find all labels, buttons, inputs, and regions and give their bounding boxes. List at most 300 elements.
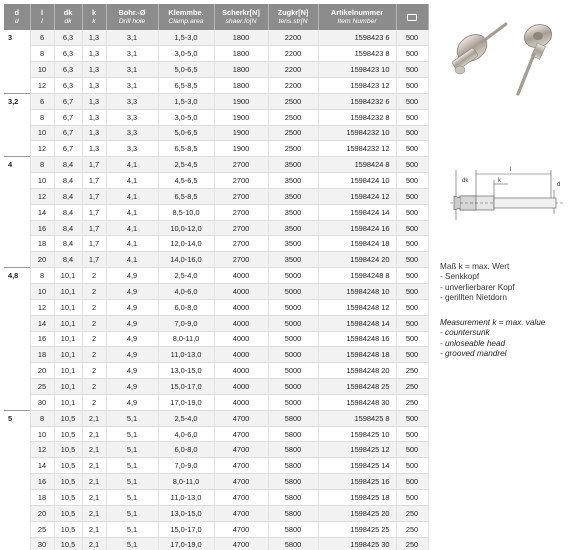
table-row bbox=[4, 331, 428, 347]
table-row bbox=[4, 474, 428, 490]
cell-tensile-strength: 3500 bbox=[268, 236, 318, 252]
cell-k: 1,7 bbox=[82, 252, 106, 268]
rivet-photo bbox=[440, 14, 570, 100]
cell-clamp-area: 5,0-6,5 bbox=[158, 62, 214, 78]
cell-drill-hole: 4,9 bbox=[106, 394, 158, 410]
cell-d bbox=[4, 125, 30, 141]
cell-l: 14 bbox=[30, 458, 54, 474]
cell-d bbox=[4, 458, 30, 474]
note-de-line: - Senkkopf bbox=[440, 272, 480, 282]
cell-d bbox=[4, 442, 30, 458]
cell-shear-force: 4700 bbox=[214, 537, 268, 550]
col-header-shear-force: Scherkr[N] shaer.fo[N bbox=[214, 4, 268, 30]
cell-drill-hole: 5,1 bbox=[106, 458, 158, 474]
table-row bbox=[4, 284, 428, 300]
cell-dk: 10,5 bbox=[54, 505, 82, 521]
cell-shear-force: 4000 bbox=[214, 268, 268, 284]
cell-dk: 10,1 bbox=[54, 284, 82, 300]
cell-l: 12 bbox=[30, 141, 54, 157]
cell-clamp-area: 6,0-8,0 bbox=[158, 442, 214, 458]
cell-drill-hole: 5,1 bbox=[106, 489, 158, 505]
cell-k: 1,3 bbox=[82, 93, 106, 109]
cell-tensile-strength: 5000 bbox=[268, 284, 318, 300]
cell-pack-qty: 500 bbox=[396, 125, 428, 141]
cell-drill-hole: 3,3 bbox=[106, 93, 158, 109]
cell-clamp-area: 13,0-15,0 bbox=[158, 505, 214, 521]
table-row bbox=[4, 363, 428, 379]
rivet-dimension-diagram bbox=[446, 160, 568, 230]
cell-clamp-area: 7,0-9,0 bbox=[158, 458, 214, 474]
note-de-line: - unverlierbarer Kopf bbox=[440, 282, 515, 292]
cell-d bbox=[4, 315, 30, 331]
cell-d bbox=[4, 426, 30, 442]
cell-item-number: 1598425 30 bbox=[318, 537, 396, 550]
cell-tensile-strength: 3500 bbox=[268, 173, 318, 189]
cell-k: 1,3 bbox=[82, 30, 106, 46]
cell-k: 2 bbox=[82, 315, 106, 331]
cell-tensile-strength: 3500 bbox=[268, 188, 318, 204]
cell-clamp-area: 3,0-5,0 bbox=[158, 46, 214, 62]
cell-item-number: 15984248 30 bbox=[318, 394, 396, 410]
cell-drill-hole: 4,9 bbox=[106, 331, 158, 347]
cell-d: 4 bbox=[4, 157, 30, 173]
table-row bbox=[4, 521, 428, 537]
cell-pack-qty: 500 bbox=[396, 442, 428, 458]
cell-tensile-strength: 5800 bbox=[268, 474, 318, 490]
cell-shear-force: 1800 bbox=[214, 62, 268, 78]
cell-shear-force: 2700 bbox=[214, 157, 268, 173]
cell-shear-force: 4000 bbox=[214, 394, 268, 410]
cell-k: 2,1 bbox=[82, 537, 106, 550]
cell-l: 16 bbox=[30, 474, 54, 490]
cell-pack-qty: 500 bbox=[396, 474, 428, 490]
col-header-pack-qty bbox=[396, 4, 428, 30]
cell-l: 18 bbox=[30, 236, 54, 252]
table-row bbox=[4, 410, 428, 426]
cell-l: 12 bbox=[30, 188, 54, 204]
cell-clamp-area: 12,0-14,0 bbox=[158, 236, 214, 252]
table-row bbox=[4, 78, 428, 94]
cell-drill-hole: 5,1 bbox=[106, 474, 158, 490]
table-row bbox=[4, 93, 428, 109]
cell-dk: 8,4 bbox=[54, 252, 82, 268]
cell-pack-qty: 250 bbox=[396, 379, 428, 395]
cell-l: 20 bbox=[30, 363, 54, 379]
cell-clamp-area: 5,0-6,5 bbox=[158, 125, 214, 141]
table-body bbox=[4, 30, 428, 550]
cell-item-number: 1598423 8 bbox=[318, 46, 396, 62]
cell-dk: 6,7 bbox=[54, 109, 82, 125]
cell-clamp-area: 6,5-8,5 bbox=[158, 188, 214, 204]
cell-d bbox=[4, 299, 30, 315]
cell-d bbox=[4, 220, 30, 236]
table-row bbox=[4, 379, 428, 395]
cell-d bbox=[4, 62, 30, 78]
cell-l: 10 bbox=[30, 62, 54, 78]
cell-pack-qty: 250 bbox=[396, 394, 428, 410]
col-header-k: k k bbox=[82, 4, 106, 30]
cell-clamp-area: 15,0-17,0 bbox=[158, 521, 214, 537]
cell-k: 2,1 bbox=[82, 521, 106, 537]
cell-item-number: 1598423 12 bbox=[318, 78, 396, 94]
cell-pack-qty: 500 bbox=[396, 46, 428, 62]
cell-l: 12 bbox=[30, 299, 54, 315]
cell-pack-qty: 500 bbox=[396, 284, 428, 300]
cell-k: 1,7 bbox=[82, 236, 106, 252]
cell-drill-hole: 4,9 bbox=[106, 363, 158, 379]
cell-d bbox=[4, 363, 30, 379]
cell-drill-hole: 4,1 bbox=[106, 204, 158, 220]
cell-item-number: 15984248 25 bbox=[318, 379, 396, 395]
cell-drill-hole: 4,1 bbox=[106, 236, 158, 252]
note-de-line: Maß k = max. Wert bbox=[440, 262, 510, 271]
cell-d bbox=[4, 188, 30, 204]
cell-pack-qty: 500 bbox=[396, 458, 428, 474]
cell-tensile-strength: 5800 bbox=[268, 426, 318, 442]
cell-item-number: 1598425 10 bbox=[318, 426, 396, 442]
cell-clamp-area: 6,5-8,5 bbox=[158, 78, 214, 94]
cell-pack-qty: 500 bbox=[396, 173, 428, 189]
cell-clamp-area: 13,0-15,0 bbox=[158, 363, 214, 379]
cell-tensile-strength: 3500 bbox=[268, 204, 318, 220]
note-en-line: - grooved mandrel bbox=[440, 349, 507, 359]
cell-item-number: 1598425 8 bbox=[318, 410, 396, 426]
cell-dk: 6,7 bbox=[54, 141, 82, 157]
cell-l: 14 bbox=[30, 315, 54, 331]
cell-pack-qty: 250 bbox=[396, 521, 428, 537]
cell-clamp-area: 17,0-19,0 bbox=[158, 394, 214, 410]
cell-dk: 8,4 bbox=[54, 173, 82, 189]
note-en-line: Measurement k = max. value bbox=[440, 318, 546, 327]
cell-item-number: 1598425 18 bbox=[318, 489, 396, 505]
product-table-container bbox=[4, 4, 428, 550]
cell-shear-force: 1800 bbox=[214, 78, 268, 94]
cell-item-number: 15984248 10 bbox=[318, 284, 396, 300]
label-dk: dk bbox=[462, 178, 469, 184]
cell-item-number: 1598425 25 bbox=[318, 521, 396, 537]
cell-tensile-strength: 5000 bbox=[268, 347, 318, 363]
table-row bbox=[4, 30, 428, 46]
cell-shear-force: 4700 bbox=[214, 474, 268, 490]
cell-pack-qty: 500 bbox=[396, 315, 428, 331]
cell-d bbox=[4, 236, 30, 252]
cell-k: 1,3 bbox=[82, 141, 106, 157]
cell-shear-force: 4000 bbox=[214, 331, 268, 347]
cell-tensile-strength: 2200 bbox=[268, 30, 318, 46]
cell-drill-hole: 3,3 bbox=[106, 141, 158, 157]
cell-tensile-strength: 5800 bbox=[268, 410, 318, 426]
cell-drill-hole: 5,1 bbox=[106, 505, 158, 521]
cell-tensile-strength: 5000 bbox=[268, 394, 318, 410]
cell-k: 2 bbox=[82, 299, 106, 315]
cell-drill-hole: 3,1 bbox=[106, 78, 158, 94]
cell-k: 2 bbox=[82, 394, 106, 410]
cell-tensile-strength: 2500 bbox=[268, 141, 318, 157]
cell-l: 8 bbox=[30, 410, 54, 426]
cell-l: 6 bbox=[30, 93, 54, 109]
cell-pack-qty: 500 bbox=[396, 426, 428, 442]
cell-clamp-area: 11,0-13,0 bbox=[158, 347, 214, 363]
cell-drill-hole: 4,1 bbox=[106, 173, 158, 189]
cell-tensile-strength: 2200 bbox=[268, 62, 318, 78]
table-row bbox=[4, 252, 428, 268]
cell-d bbox=[4, 537, 30, 550]
cell-pack-qty: 500 bbox=[396, 78, 428, 94]
table-row bbox=[4, 109, 428, 125]
cell-dk: 10,5 bbox=[54, 474, 82, 490]
cell-d bbox=[4, 173, 30, 189]
cell-pack-qty: 500 bbox=[396, 93, 428, 109]
note-de-line: - gerillten Nietdorn bbox=[440, 293, 507, 303]
cell-tensile-strength: 2200 bbox=[268, 46, 318, 62]
cell-shear-force: 1900 bbox=[214, 141, 268, 157]
table-row bbox=[4, 426, 428, 442]
cell-clamp-area: 2,5-4,0 bbox=[158, 410, 214, 426]
cell-drill-hole: 3,3 bbox=[106, 125, 158, 141]
cell-drill-hole: 4,1 bbox=[106, 188, 158, 204]
cell-pack-qty: 500 bbox=[396, 410, 428, 426]
table-row bbox=[4, 236, 428, 252]
cell-shear-force: 4000 bbox=[214, 299, 268, 315]
table-row bbox=[4, 458, 428, 474]
cell-d bbox=[4, 489, 30, 505]
cell-l: 8 bbox=[30, 268, 54, 284]
cell-tensile-strength: 5000 bbox=[268, 268, 318, 284]
col-header-item-number: Artikelnummer Item Number bbox=[318, 4, 396, 30]
cell-k: 1,7 bbox=[82, 173, 106, 189]
cell-dk: 10,5 bbox=[54, 537, 82, 550]
cell-shear-force: 2700 bbox=[214, 173, 268, 189]
cell-k: 1,7 bbox=[82, 157, 106, 173]
table-row bbox=[4, 442, 428, 458]
cell-l: 8 bbox=[30, 157, 54, 173]
cell-dk: 8,4 bbox=[54, 204, 82, 220]
cell-d bbox=[4, 204, 30, 220]
cell-k: 1,3 bbox=[82, 62, 106, 78]
cell-dk: 6,3 bbox=[54, 62, 82, 78]
cell-d bbox=[4, 331, 30, 347]
cell-drill-hole: 4,9 bbox=[106, 347, 158, 363]
cell-tensile-strength: 5800 bbox=[268, 489, 318, 505]
cell-k: 2 bbox=[82, 347, 106, 363]
cell-k: 2,1 bbox=[82, 474, 106, 490]
cell-clamp-area: 2,5-4,5 bbox=[158, 157, 214, 173]
cell-drill-hole: 4,9 bbox=[106, 379, 158, 395]
cell-drill-hole: 5,1 bbox=[106, 521, 158, 537]
cell-shear-force: 4700 bbox=[214, 489, 268, 505]
table-header bbox=[4, 4, 428, 30]
cell-l: 8 bbox=[30, 46, 54, 62]
cell-d bbox=[4, 109, 30, 125]
cell-d bbox=[4, 46, 30, 62]
cell-shear-force: 1800 bbox=[214, 46, 268, 62]
cell-item-number: 15984232 12 bbox=[318, 141, 396, 157]
cell-k: 2 bbox=[82, 363, 106, 379]
cell-shear-force: 4000 bbox=[214, 379, 268, 395]
cell-l: 12 bbox=[30, 442, 54, 458]
cell-drill-hole: 4,1 bbox=[106, 220, 158, 236]
cell-k: 1,3 bbox=[82, 109, 106, 125]
cell-clamp-area: 15,0-17,0 bbox=[158, 379, 214, 395]
cell-tensile-strength: 5800 bbox=[268, 458, 318, 474]
cell-shear-force: 2700 bbox=[214, 236, 268, 252]
cell-pack-qty: 500 bbox=[396, 299, 428, 315]
cell-shear-force: 1900 bbox=[214, 93, 268, 109]
cell-pack-qty: 500 bbox=[396, 268, 428, 284]
cell-l: 10 bbox=[30, 173, 54, 189]
col-header-clamp-area: Klemmbe. Clamp.area bbox=[158, 4, 214, 30]
cell-shear-force: 4000 bbox=[214, 347, 268, 363]
cell-l: 18 bbox=[30, 489, 54, 505]
table-row bbox=[4, 505, 428, 521]
cell-dk: 10,1 bbox=[54, 268, 82, 284]
cell-dk: 6,7 bbox=[54, 93, 82, 109]
table-row bbox=[4, 173, 428, 189]
table-row bbox=[4, 46, 428, 62]
cell-item-number: 1598425 16 bbox=[318, 474, 396, 490]
cell-l: 20 bbox=[30, 252, 54, 268]
cell-d bbox=[4, 505, 30, 521]
cell-drill-hole: 4,9 bbox=[106, 315, 158, 331]
cell-tensile-strength: 2500 bbox=[268, 109, 318, 125]
cell-drill-hole: 4,9 bbox=[106, 268, 158, 284]
cell-shear-force: 4700 bbox=[214, 410, 268, 426]
cell-tensile-strength: 5800 bbox=[268, 521, 318, 537]
table-row bbox=[4, 268, 428, 284]
cell-drill-hole: 3,3 bbox=[106, 109, 158, 125]
cell-clamp-area: 1,5-3,0 bbox=[158, 30, 214, 46]
cell-l: 18 bbox=[30, 347, 54, 363]
rivet-right-image bbox=[518, 21, 555, 94]
cell-d bbox=[4, 141, 30, 157]
cell-k: 2,1 bbox=[82, 426, 106, 442]
cell-tensile-strength: 2500 bbox=[268, 93, 318, 109]
cell-clamp-area: 6,0-8,0 bbox=[158, 299, 214, 315]
cell-shear-force: 1900 bbox=[214, 125, 268, 141]
cell-item-number: 1598424 16 bbox=[318, 220, 396, 236]
cell-item-number: 15984248 18 bbox=[318, 347, 396, 363]
cell-drill-hole: 4,9 bbox=[106, 284, 158, 300]
cell-d bbox=[4, 394, 30, 410]
cell-l: 6 bbox=[30, 30, 54, 46]
note-en-line: - countersunk bbox=[440, 328, 490, 338]
cell-item-number: 15984232 6 bbox=[318, 93, 396, 109]
cell-k: 2 bbox=[82, 268, 106, 284]
table-row bbox=[4, 537, 428, 550]
cell-k: 2 bbox=[82, 379, 106, 395]
cell-d: 3 bbox=[4, 30, 30, 46]
cell-clamp-area: 11,0-13,0 bbox=[158, 489, 214, 505]
cell-item-number: 15984248 12 bbox=[318, 299, 396, 315]
cell-dk: 8,4 bbox=[54, 188, 82, 204]
cell-k: 1,7 bbox=[82, 204, 106, 220]
cell-shear-force: 2700 bbox=[214, 188, 268, 204]
cell-shear-force: 2700 bbox=[214, 252, 268, 268]
cell-drill-hole: 3,1 bbox=[106, 46, 158, 62]
cell-pack-qty: 500 bbox=[396, 141, 428, 157]
col-header-drill-hole: Bohr.-Ø Drill hole bbox=[106, 4, 158, 30]
cell-pack-qty: 500 bbox=[396, 489, 428, 505]
cell-k: 1,7 bbox=[82, 188, 106, 204]
cell-dk: 6,3 bbox=[54, 78, 82, 94]
label-d: d bbox=[557, 182, 561, 188]
cell-k: 1,3 bbox=[82, 78, 106, 94]
cell-item-number: 15984232 8 bbox=[318, 109, 396, 125]
cell-dk: 10,5 bbox=[54, 458, 82, 474]
cell-l: 12 bbox=[30, 78, 54, 94]
cell-shear-force: 1800 bbox=[214, 30, 268, 46]
cell-drill-hole: 5,1 bbox=[106, 442, 158, 458]
cell-d bbox=[4, 474, 30, 490]
cell-tensile-strength: 5800 bbox=[268, 442, 318, 458]
cell-drill-hole: 3,1 bbox=[106, 62, 158, 78]
cell-tensile-strength: 5000 bbox=[268, 363, 318, 379]
cell-clamp-area: 4,5-6,5 bbox=[158, 173, 214, 189]
cell-item-number: 1598425 14 bbox=[318, 458, 396, 474]
table-row bbox=[4, 315, 428, 331]
cell-clamp-area: 1,5-3,0 bbox=[158, 93, 214, 109]
package-icon bbox=[407, 14, 417, 21]
cell-tensile-strength: 3500 bbox=[268, 220, 318, 236]
cell-pack-qty: 500 bbox=[396, 347, 428, 363]
cell-k: 2,1 bbox=[82, 489, 106, 505]
table-row bbox=[4, 141, 428, 157]
notes-english bbox=[440, 318, 545, 360]
table-row bbox=[4, 489, 428, 505]
label-l: l bbox=[510, 167, 512, 173]
cell-l: 25 bbox=[30, 521, 54, 537]
cell-clamp-area: 8,5-10,0 bbox=[158, 204, 214, 220]
cell-dk: 10,1 bbox=[54, 379, 82, 395]
cell-d bbox=[4, 284, 30, 300]
cell-pack-qty: 500 bbox=[396, 220, 428, 236]
cell-k: 2,1 bbox=[82, 458, 106, 474]
rivet-spec-table bbox=[4, 4, 429, 550]
table-row bbox=[4, 204, 428, 220]
cell-tensile-strength: 3500 bbox=[268, 157, 318, 173]
cell-item-number: 1598424 12 bbox=[318, 188, 396, 204]
cell-drill-hole: 3,1 bbox=[106, 30, 158, 46]
cell-l: 16 bbox=[30, 220, 54, 236]
cell-tensile-strength: 5000 bbox=[268, 299, 318, 315]
note-en-line: - unloseable head bbox=[440, 338, 506, 348]
cell-d bbox=[4, 78, 30, 94]
cell-d bbox=[4, 379, 30, 395]
cell-dk: 10,5 bbox=[54, 521, 82, 537]
cell-item-number: 1598423 10 bbox=[318, 62, 396, 78]
cell-drill-hole: 4,1 bbox=[106, 157, 158, 173]
table-row bbox=[4, 220, 428, 236]
cell-pack-qty: 500 bbox=[396, 331, 428, 347]
table-row bbox=[4, 125, 428, 141]
cell-clamp-area: 17,0-19,0 bbox=[158, 537, 214, 550]
cell-shear-force: 4700 bbox=[214, 442, 268, 458]
cell-d bbox=[4, 252, 30, 268]
cell-dk: 10,5 bbox=[54, 426, 82, 442]
cell-drill-hole: 5,1 bbox=[106, 426, 158, 442]
cell-dk: 8,4 bbox=[54, 220, 82, 236]
cell-clamp-area: 8,0-11,0 bbox=[158, 331, 214, 347]
cell-tensile-strength: 5800 bbox=[268, 537, 318, 550]
cell-tensile-strength: 5800 bbox=[268, 505, 318, 521]
cell-item-number: 1598424 20 bbox=[318, 252, 396, 268]
cell-pack-qty: 250 bbox=[396, 505, 428, 521]
cell-dk: 10,1 bbox=[54, 347, 82, 363]
cell-pack-qty: 500 bbox=[396, 62, 428, 78]
cell-shear-force: 4000 bbox=[214, 315, 268, 331]
cell-drill-hole: 5,1 bbox=[106, 410, 158, 426]
table-row bbox=[4, 347, 428, 363]
